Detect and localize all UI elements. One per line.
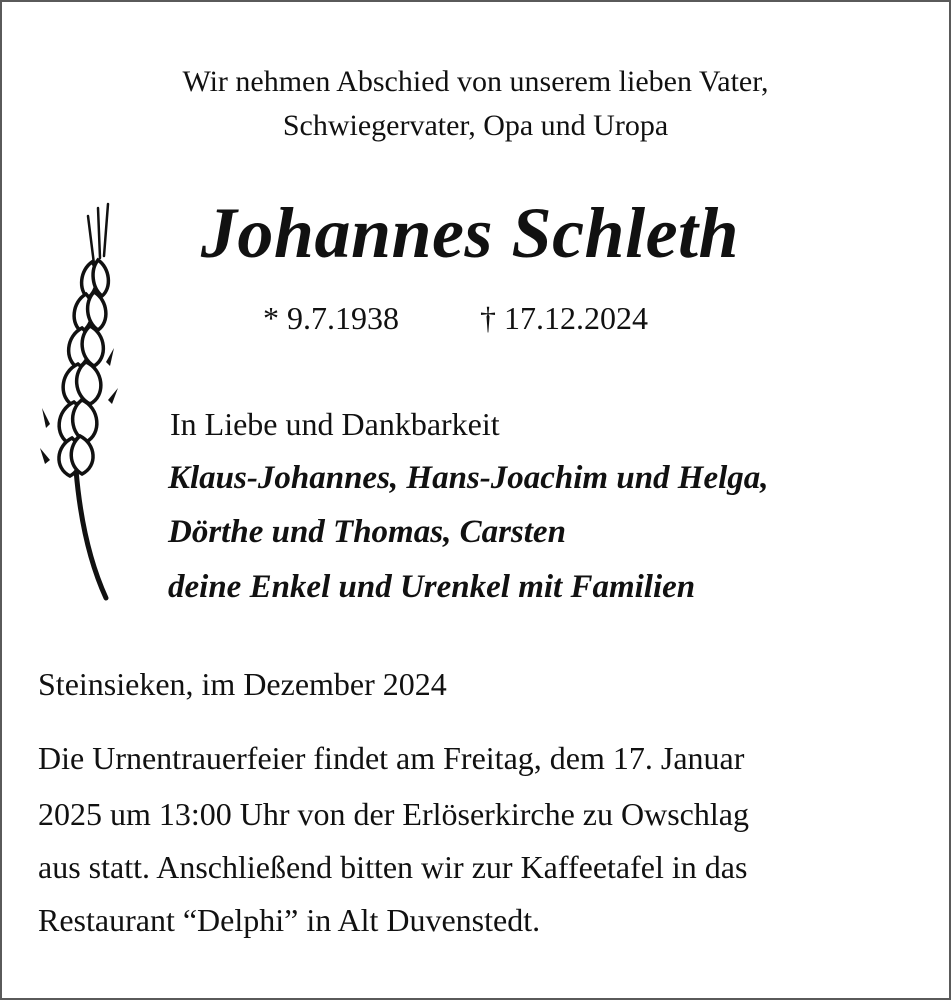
death-date: † 17.12.2024 <box>480 300 648 336</box>
place-date: Steinsieken, im Dezember 2024 <box>38 666 447 702</box>
ceremony-line-2: 2025 um 13:00 Uhr von der Erlöserkirche zu Owschlag <box>38 796 749 832</box>
mourners-line-2: Dörthe und Thomas, Carsten <box>168 514 566 550</box>
mourners-line-3: deine Enkel und Urenkel mit Familien <box>168 569 696 605</box>
birth-date: * 9.7.1938 <box>263 300 399 336</box>
ceremony-line-1: Die Urnentrauerfeier findet am Freitag, dem 17. Januar <box>38 740 745 776</box>
ceremony-line-3: aus statt. Anschließend bitten wir zur Kaffeetafel in das <box>38 849 748 885</box>
mourners-intro: In Liebe und Dankbarkeit <box>170 406 500 442</box>
mourners-line-1: Klaus-Johannes, Hans-Joachim und Helga, <box>168 460 769 496</box>
deceased-name: Johannes Schleth <box>200 193 740 273</box>
intro-line-1: Wir nehmen Abschied von unserem lieben Vater, <box>182 65 769 98</box>
intro-line-2: Schwiegervater, Opa und Uropa <box>282 109 669 142</box>
ceremony-line-4: Restaurant “Delphi” in Alt Duvenstedt. <box>38 902 541 938</box>
